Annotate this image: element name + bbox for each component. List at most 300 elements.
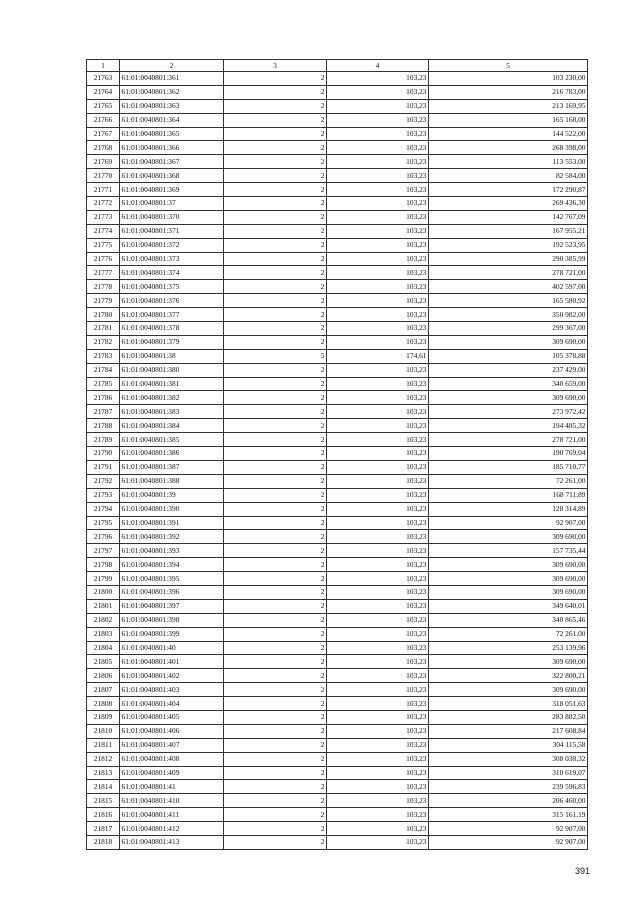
row-number-cell: 21800 [87, 585, 120, 599]
rooms-cell: 2 [224, 266, 327, 280]
value-cell: 273 972,42 [429, 405, 588, 419]
row-number-cell: 21808 [87, 697, 120, 711]
row-number-cell: 21801 [87, 599, 120, 613]
row-number-cell: 21784 [87, 363, 120, 377]
table-row [87, 377, 588, 391]
table-row [87, 391, 588, 405]
value-cell: 309 690,00 [429, 655, 588, 669]
rooms-cell: 2 [224, 585, 327, 599]
value-cell: 308 038,32 [429, 752, 588, 766]
cadastral-number-cell: 61:01:0040801:370 [120, 210, 224, 224]
value-cell: 113 553,00 [429, 155, 588, 169]
cadastral-number-cell: 61:01:0040801:391 [120, 516, 224, 530]
value-cell: 269 436,30 [429, 197, 588, 211]
row-number-cell: 21780 [87, 308, 120, 322]
rooms-cell: 2 [224, 669, 327, 683]
area-cell: 103,23 [327, 585, 429, 599]
area-cell: 103,23 [327, 391, 429, 405]
area-cell: 103,23 [327, 280, 429, 294]
page-number: 391 [574, 866, 590, 876]
value-cell: 239 596,83 [429, 780, 588, 794]
table-row [87, 474, 588, 488]
rooms-cell: 2 [224, 183, 327, 197]
rooms-cell: 2 [224, 641, 327, 655]
value-cell: 167 955,21 [429, 224, 588, 238]
rooms-cell: 2 [224, 447, 327, 461]
row-number-cell: 21816 [87, 808, 120, 822]
rooms-cell: 2 [224, 683, 327, 697]
rooms-cell: 2 [224, 238, 327, 252]
table-row [87, 169, 588, 183]
rooms-cell: 2 [224, 99, 327, 113]
rooms-cell: 2 [224, 391, 327, 405]
area-cell: 103,23 [327, 752, 429, 766]
cadastral-number-cell: 61:01:0040801:377 [120, 308, 224, 322]
area-cell: 103,23 [327, 433, 429, 447]
table-row [87, 766, 588, 780]
table-row [87, 210, 588, 224]
value-cell: 340 659,00 [429, 377, 588, 391]
row-number-cell: 21812 [87, 752, 120, 766]
rooms-cell: 2 [224, 766, 327, 780]
rooms-cell: 2 [224, 335, 327, 349]
row-number-cell: 21770 [87, 169, 120, 183]
table-row [87, 697, 588, 711]
value-cell: 165 168,00 [429, 113, 588, 127]
column-header: 4 [327, 60, 429, 72]
cadastral-number-cell: 61:01:0040801:367 [120, 155, 224, 169]
cadastral-number-cell: 61:01:0040801:413 [120, 835, 224, 849]
value-cell: 213 169,95 [429, 99, 588, 113]
cadastral-number-cell: 61:01:0040801:387 [120, 460, 224, 474]
area-cell: 103,23 [327, 141, 429, 155]
row-number-cell: 21763 [87, 72, 120, 86]
rooms-cell: 2 [224, 822, 327, 836]
rooms-cell: 2 [224, 141, 327, 155]
area-cell: 103,23 [327, 766, 429, 780]
rooms-cell: 2 [224, 697, 327, 711]
cadastral-number-cell: 61:01:0040801:407 [120, 738, 224, 752]
cadastral-number-cell: 61:01:0040801:362 [120, 85, 224, 99]
value-cell: 216 783,00 [429, 85, 588, 99]
cadastral-number-cell: 61:01:0040801:399 [120, 627, 224, 641]
table-row [87, 669, 588, 683]
row-number-cell: 21818 [87, 835, 120, 849]
value-cell: 168 711,89 [429, 488, 588, 502]
row-number-cell: 21810 [87, 724, 120, 738]
row-number-cell: 21813 [87, 766, 120, 780]
area-cell: 103,23 [327, 238, 429, 252]
table-row [87, 572, 588, 586]
rooms-cell: 2 [224, 127, 327, 141]
table-row [87, 322, 588, 336]
area-cell: 103,23 [327, 266, 429, 280]
row-number-cell: 21766 [87, 113, 120, 127]
row-number-cell: 21792 [87, 474, 120, 488]
value-cell: 72 261,00 [429, 474, 588, 488]
rooms-cell: 2 [224, 224, 327, 238]
table-row [87, 613, 588, 627]
rooms-cell: 2 [224, 655, 327, 669]
row-number-cell: 21773 [87, 210, 120, 224]
rooms-cell: 2 [224, 558, 327, 572]
cadastral-number-cell: 61:01:0040801:412 [120, 822, 224, 836]
area-cell: 103,23 [327, 155, 429, 169]
rooms-cell: 5 [224, 349, 327, 363]
row-number-cell: 21803 [87, 627, 120, 641]
table-row [87, 266, 588, 280]
cadastral-number-cell: 61:01:0040801:381 [120, 377, 224, 391]
cadastral-number-cell: 61:01:0040801:40 [120, 641, 224, 655]
value-cell: 92 907,00 [429, 835, 588, 849]
row-number-cell: 21795 [87, 516, 120, 530]
table-row [87, 238, 588, 252]
cadastral-number-cell: 61:01:0040801:371 [120, 224, 224, 238]
cadastral-number-cell: 61:01:0040801:374 [120, 266, 224, 280]
cadastral-number-cell: 61:01:0040801:394 [120, 558, 224, 572]
table-row [87, 627, 588, 641]
cadastral-number-cell: 61:01:0040801:379 [120, 335, 224, 349]
area-cell: 103,23 [327, 738, 429, 752]
value-cell: 128 314,89 [429, 502, 588, 516]
cadastral-number-cell: 61:01:0040801:386 [120, 447, 224, 461]
table-row [87, 544, 588, 558]
area-cell: 103,23 [327, 377, 429, 391]
area-cell: 103,23 [327, 488, 429, 502]
table-row [87, 308, 588, 322]
cadastral-number-cell: 61:01:0040801:411 [120, 808, 224, 822]
rooms-cell: 2 [224, 710, 327, 724]
row-number-cell: 21787 [87, 405, 120, 419]
area-cell: 103,23 [327, 599, 429, 613]
area-cell: 103,23 [327, 113, 429, 127]
value-cell: 350 982,00 [429, 308, 588, 322]
row-number-cell: 21785 [87, 377, 120, 391]
table-row [87, 335, 588, 349]
value-cell: 157 735,44 [429, 544, 588, 558]
row-number-cell: 21779 [87, 294, 120, 308]
rooms-cell: 2 [224, 433, 327, 447]
area-cell: 103,23 [327, 808, 429, 822]
cadastral-number-cell: 61:01:0040801:388 [120, 474, 224, 488]
area-cell: 103,23 [327, 641, 429, 655]
area-cell: 103,23 [327, 99, 429, 113]
cadastral-number-cell: 61:01:0040801:403 [120, 683, 224, 697]
row-number-cell: 21764 [87, 85, 120, 99]
cadastral-number-cell: 61:01:0040801:37 [120, 197, 224, 211]
area-cell: 103,23 [327, 655, 429, 669]
area-cell: 103,23 [327, 252, 429, 266]
table-row [87, 405, 588, 419]
cadastral-number-cell: 61:01:0040801:41 [120, 780, 224, 794]
cadastral-number-cell: 61:01:0040801:390 [120, 502, 224, 516]
table-row [87, 808, 588, 822]
column-header: 1 [87, 60, 120, 72]
area-cell: 103,23 [327, 183, 429, 197]
area-cell: 103,23 [327, 613, 429, 627]
table-row [87, 738, 588, 752]
area-cell: 103,23 [327, 544, 429, 558]
cadastral-number-cell: 61:01:0040801:404 [120, 697, 224, 711]
value-cell: 283 882,50 [429, 710, 588, 724]
rooms-cell: 2 [224, 488, 327, 502]
area-cell: 103,23 [327, 558, 429, 572]
rooms-cell: 2 [224, 363, 327, 377]
row-number-cell: 21782 [87, 335, 120, 349]
column-header: 5 [429, 60, 588, 72]
row-number-cell: 21786 [87, 391, 120, 405]
area-cell: 103,23 [327, 683, 429, 697]
area-cell: 103,23 [327, 210, 429, 224]
table-row [87, 530, 588, 544]
rooms-cell: 2 [224, 530, 327, 544]
row-number-cell: 21772 [87, 197, 120, 211]
cadastral-number-cell: 61:01:0040801:38 [120, 349, 224, 363]
table-row [87, 641, 588, 655]
row-number-cell: 21791 [87, 460, 120, 474]
row-number-cell: 21767 [87, 127, 120, 141]
rooms-cell: 2 [224, 210, 327, 224]
area-cell: 103,23 [327, 794, 429, 808]
table-row [87, 72, 588, 86]
area-cell: 174,61 [327, 349, 429, 363]
row-number-cell: 21811 [87, 738, 120, 752]
row-number-cell: 21777 [87, 266, 120, 280]
row-number-cell: 21817 [87, 822, 120, 836]
row-number-cell: 21793 [87, 488, 120, 502]
row-number-cell: 21765 [87, 99, 120, 113]
table-row [87, 752, 588, 766]
value-cell: 299 367,00 [429, 322, 588, 336]
value-cell: 165 580,92 [429, 294, 588, 308]
value-cell: 322 800,21 [429, 669, 588, 683]
value-cell: 309 690,00 [429, 391, 588, 405]
value-cell: 253 139,96 [429, 641, 588, 655]
area-cell: 103,23 [327, 669, 429, 683]
row-number-cell: 21790 [87, 447, 120, 461]
area-cell: 103,23 [327, 447, 429, 461]
rooms-cell: 2 [224, 460, 327, 474]
cadastral-number-cell: 61:01:0040801:368 [120, 169, 224, 183]
area-cell: 103,23 [327, 127, 429, 141]
table-row [87, 252, 588, 266]
table-row [87, 558, 588, 572]
column-header: 2 [120, 60, 224, 72]
rooms-cell: 2 [224, 516, 327, 530]
area-cell: 103,23 [327, 419, 429, 433]
table-row [87, 835, 588, 849]
value-cell: 309 690,00 [429, 683, 588, 697]
cadastral-number-cell: 61:01:0040801:372 [120, 238, 224, 252]
value-cell: 268 398,00 [429, 141, 588, 155]
rooms-cell: 2 [224, 405, 327, 419]
cadastral-number-cell: 61:01:0040801:402 [120, 669, 224, 683]
rooms-cell: 2 [224, 502, 327, 516]
rooms-cell: 2 [224, 474, 327, 488]
value-cell: 309 690,00 [429, 585, 588, 599]
cadastral-number-cell: 61:01:0040801:384 [120, 419, 224, 433]
table-row [87, 141, 588, 155]
table-row [87, 794, 588, 808]
table-row [87, 349, 588, 363]
cadastral-number-cell: 61:01:0040801:375 [120, 280, 224, 294]
value-cell: 72 261,00 [429, 627, 588, 641]
area-cell: 103,23 [327, 780, 429, 794]
value-cell: 144 522,00 [429, 127, 588, 141]
table-row [87, 433, 588, 447]
table-row [87, 585, 588, 599]
rooms-cell: 2 [224, 808, 327, 822]
value-cell: 278 721,00 [429, 433, 588, 447]
table-row [87, 822, 588, 836]
table-row [87, 780, 588, 794]
value-cell: 318 051,63 [429, 697, 588, 711]
row-number-cell: 21796 [87, 530, 120, 544]
area-cell: 103,23 [327, 363, 429, 377]
row-number-cell: 21776 [87, 252, 120, 266]
rooms-cell: 2 [224, 72, 327, 86]
area-cell: 103,23 [327, 697, 429, 711]
value-cell: 290 385,99 [429, 252, 588, 266]
table-row [87, 224, 588, 238]
rooms-cell: 2 [224, 113, 327, 127]
rooms-cell: 2 [224, 613, 327, 627]
rooms-cell: 2 [224, 794, 327, 808]
cadastral-number-cell: 61:01:0040801:406 [120, 724, 224, 738]
rooms-cell: 2 [224, 544, 327, 558]
value-cell: 185 710,77 [429, 460, 588, 474]
rooms-cell: 2 [224, 280, 327, 294]
rooms-cell: 2 [224, 377, 327, 391]
cadastral-number-cell: 61:01:0040801:383 [120, 405, 224, 419]
area-cell: 103,23 [327, 335, 429, 349]
area-cell: 103,23 [327, 572, 429, 586]
area-cell: 103,23 [327, 72, 429, 86]
table-row [87, 655, 588, 669]
cadastral-number-cell: 61:01:0040801:364 [120, 113, 224, 127]
row-number-cell: 21799 [87, 572, 120, 586]
cadastral-number-cell: 61:01:0040801:378 [120, 322, 224, 336]
value-cell: 172 290,87 [429, 183, 588, 197]
value-cell: 194 485,32 [429, 419, 588, 433]
cadastral-number-cell: 61:01:0040801:363 [120, 99, 224, 113]
rooms-cell: 2 [224, 85, 327, 99]
rooms-cell: 2 [224, 780, 327, 794]
rooms-cell: 2 [224, 197, 327, 211]
value-cell: 105 378,88 [429, 349, 588, 363]
table-row [87, 419, 588, 433]
rooms-cell: 2 [224, 627, 327, 641]
cadastral-number-cell: 61:01:0040801:361 [120, 72, 224, 86]
rooms-cell: 2 [224, 835, 327, 849]
area-cell: 103,23 [327, 308, 429, 322]
cadastral-number-cell: 61:01:0040801:398 [120, 613, 224, 627]
area-cell: 103,23 [327, 460, 429, 474]
row-number-cell: 21781 [87, 322, 120, 336]
row-number-cell: 21768 [87, 141, 120, 155]
table-row [87, 363, 588, 377]
rooms-cell: 2 [224, 724, 327, 738]
area-cell: 103,23 [327, 197, 429, 211]
row-number-cell: 21798 [87, 558, 120, 572]
rooms-cell: 2 [224, 252, 327, 266]
row-number-cell: 21802 [87, 613, 120, 627]
value-cell: 315 161,19 [429, 808, 588, 822]
value-cell: 309 690,00 [429, 335, 588, 349]
value-cell: 310 619,07 [429, 766, 588, 780]
value-cell: 349 640,01 [429, 599, 588, 613]
cadastral-number-cell: 61:01:0040801:393 [120, 544, 224, 558]
table-header-row [87, 60, 588, 72]
row-number-cell: 21806 [87, 669, 120, 683]
row-number-cell: 21814 [87, 780, 120, 794]
value-cell: 402 597,00 [429, 280, 588, 294]
value-cell: 304 115,58 [429, 738, 588, 752]
rooms-cell: 2 [224, 322, 327, 336]
value-cell: 142 767,09 [429, 210, 588, 224]
row-number-cell: 21805 [87, 655, 120, 669]
cadastral-number-cell: 61:01:0040801:365 [120, 127, 224, 141]
cadastral-number-cell: 61:01:0040801:405 [120, 710, 224, 724]
area-cell: 103,23 [327, 724, 429, 738]
cadastral-table [86, 59, 588, 850]
rooms-cell: 2 [224, 169, 327, 183]
area-cell: 103,23 [327, 322, 429, 336]
cadastral-number-cell: 61:01:0040801:396 [120, 585, 224, 599]
table-row [87, 447, 588, 461]
value-cell: 190 769,04 [429, 447, 588, 461]
value-cell: 309 690,00 [429, 558, 588, 572]
area-cell: 103,23 [327, 169, 429, 183]
table-row [87, 85, 588, 99]
cadastral-number-cell: 61:01:0040801:366 [120, 141, 224, 155]
area-cell: 103,23 [327, 710, 429, 724]
area-cell: 103,23 [327, 224, 429, 238]
rooms-cell: 2 [224, 752, 327, 766]
row-number-cell: 21775 [87, 238, 120, 252]
table-row [87, 724, 588, 738]
value-cell: 92 907,00 [429, 516, 588, 530]
value-cell: 217 608,84 [429, 724, 588, 738]
value-cell: 82 584,00 [429, 169, 588, 183]
rooms-cell: 2 [224, 572, 327, 586]
table-body [87, 72, 588, 850]
cadastral-number-cell: 61:01:0040801:392 [120, 530, 224, 544]
rooms-cell: 2 [224, 738, 327, 752]
cadastral-number-cell: 61:01:0040801:376 [120, 294, 224, 308]
table-row [87, 710, 588, 724]
area-cell: 103,23 [327, 530, 429, 544]
area-cell: 103,23 [327, 502, 429, 516]
table-row [87, 280, 588, 294]
table-row [87, 113, 588, 127]
rooms-cell: 2 [224, 308, 327, 322]
row-number-cell: 21771 [87, 183, 120, 197]
area-cell: 103,23 [327, 835, 429, 849]
table-row [87, 155, 588, 169]
value-cell: 192 523,95 [429, 238, 588, 252]
table-row [87, 488, 588, 502]
row-number-cell: 21809 [87, 710, 120, 724]
column-header: 3 [224, 60, 327, 72]
table-row [87, 502, 588, 516]
row-number-cell: 21769 [87, 155, 120, 169]
table-row [87, 183, 588, 197]
rooms-cell: 2 [224, 599, 327, 613]
cadastral-number-cell: 61:01:0040801:395 [120, 572, 224, 586]
cadastral-number-cell: 61:01:0040801:409 [120, 766, 224, 780]
table-row [87, 683, 588, 697]
